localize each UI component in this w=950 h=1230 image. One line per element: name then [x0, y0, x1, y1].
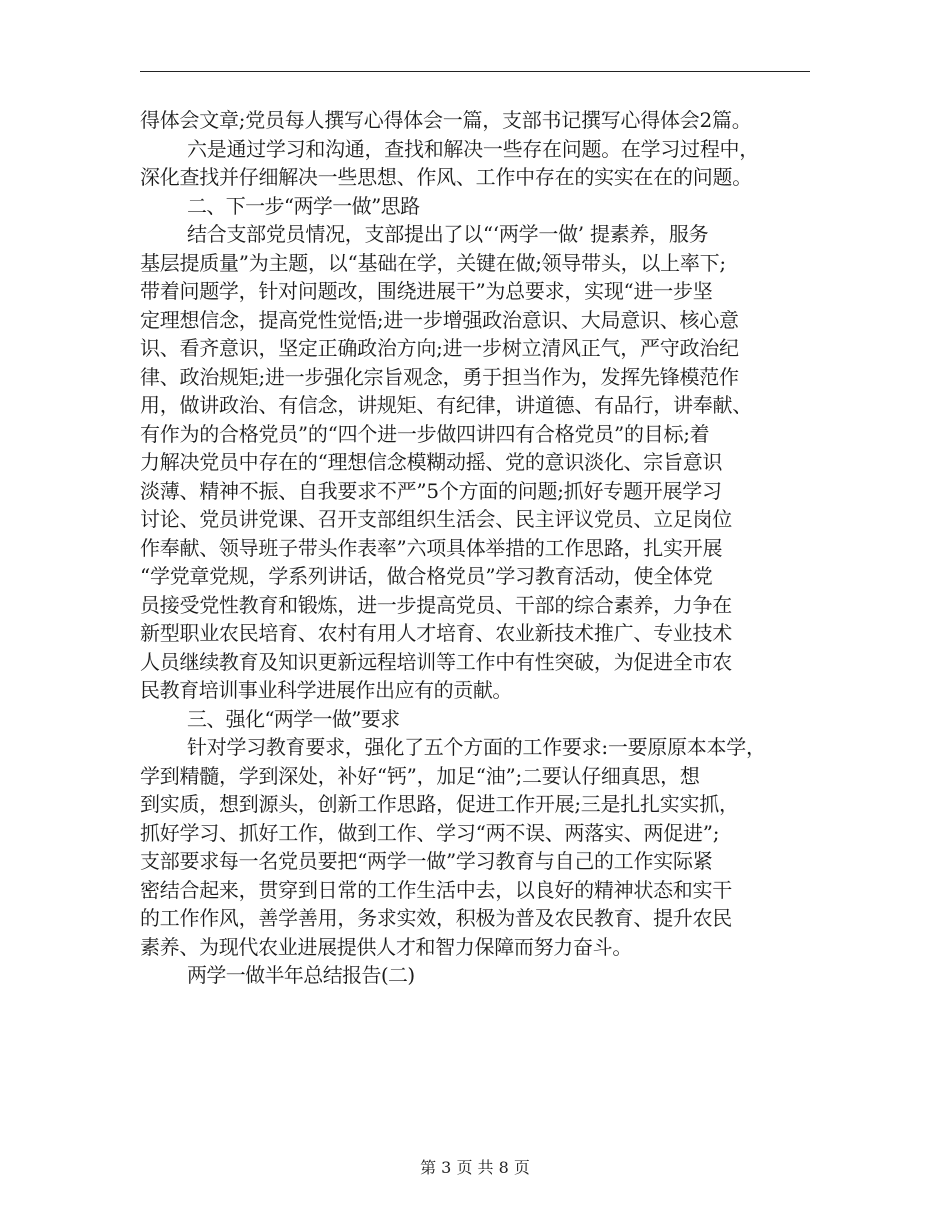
text-line: 针对学习教育要求，强化了五个方面的工作要求:一要原原本本学， [187, 735, 766, 759]
text-line: 深化查找并仔细解决一些思想、作风、工作中存在的实实在在的问题。 [140, 165, 752, 189]
text-line: 力解决党员中存在的“理想信念模糊动摇、党的意识淡化、宗旨意识 [140, 450, 723, 474]
text-line: 基层提质量”为主题，以“基础在学，关键在做;领导带头，以上率下; [140, 250, 726, 275]
page-footer: 第 3 页 共 8 页 [420, 1158, 530, 1177]
text-line: 识、看齐意识，坚定正确政治方向;进一步树立清风正气，严守政治纪 [140, 336, 739, 360]
text-line: 新型职业农民培育、农村有用人才培育、农业新技术推广、专业技术 [140, 621, 732, 645]
text-line: 学到精髓，学到深处，补好“钙”，加足“油”;二要认仔细真思，想 [140, 763, 700, 788]
text-line: 用，做讲政治、有信念，讲规矩、有纪律，讲道德、有品行，讲奉献、 [140, 393, 752, 417]
text-line: 定理想信念，提高党性觉悟;进一步增强政治意识、大局意识、核心意 [140, 307, 739, 332]
text-line: 带着问题学，针对问题改，围绕进展干”为总要求，实现“进一步坚 [140, 279, 713, 303]
text-line: 讨论、党员讲党课、召开支部组织生活会、民主评议党员、立足岗位 [140, 507, 732, 531]
text-line: 素养、为现代农业进展提供人才和智力保障而努力奋斗。 [140, 934, 632, 959]
body-text [140, 106, 820, 990]
text-line: 到实质，想到源头，创新工作思路，促进工作开展;三是扎扎实实抓， [140, 792, 739, 816]
text-line: 有作为的合格党员”的“四个进一步做四讲四有合格党员”的目标;着 [140, 421, 710, 446]
text-line: 两学一做半年总结报告(二) [187, 963, 415, 987]
text-line: 律、政治规矩;进一步强化宗旨观念，勇于担当作为，发挥先锋模范作 [140, 364, 739, 389]
text-line: 得体会文章;党员每人撰写心得体会一篇，支部书记撰写心得体会2篇。 [140, 108, 752, 132]
text-line: “学党章党规，学系列讲话，做合格党员”学习教育活动，使全体党 [140, 564, 713, 588]
text-line: 三、强化“两学一做”要求 [187, 706, 400, 731]
text-line: 民教育培训事业科学进展作出应有的贡献。 [140, 678, 512, 702]
text-line: 抓好学习、抓好工作，做到工作、学习“两不误、两落实、两促进”; [140, 820, 720, 845]
text-line: 淡薄、精神不振、自我要求不严”5个方面的问题;抓好专题开展学习 [140, 478, 722, 503]
text-line: 人员继续教育及知识更新远程培训等工作中有性突破，为促进全市农 [140, 649, 732, 674]
text-line: 二、下一步“两学一做”思路 [187, 193, 420, 218]
text-line: 的工作作风，善学善用，务求实效，积极为普及农民教育、提升农民 [140, 906, 732, 930]
text-line: 六是通过学习和沟通，查找和解决一些存在问题。在学习过程中， [187, 136, 759, 161]
text-line: 作奉献、领导班子带头作表率”六项具体举措的工作思路，扎实开展 [140, 535, 723, 560]
text-line: 结合支部党员情况，支部提出了以“‘两学一做’ 提素养，服务 [187, 222, 709, 246]
text-line: 密结合起来，贯穿到日常的工作生活中去，以良好的精神状态和实干 [140, 877, 732, 902]
text-line: 员接受党性教育和锻炼，进一步提高党员、干部的综合素养，力争在 [140, 592, 732, 617]
header-rule [140, 71, 810, 72]
text-line: 支部要求每一名党员要把“两学一做”学习教育与自己的工作实际紧 [140, 849, 713, 873]
